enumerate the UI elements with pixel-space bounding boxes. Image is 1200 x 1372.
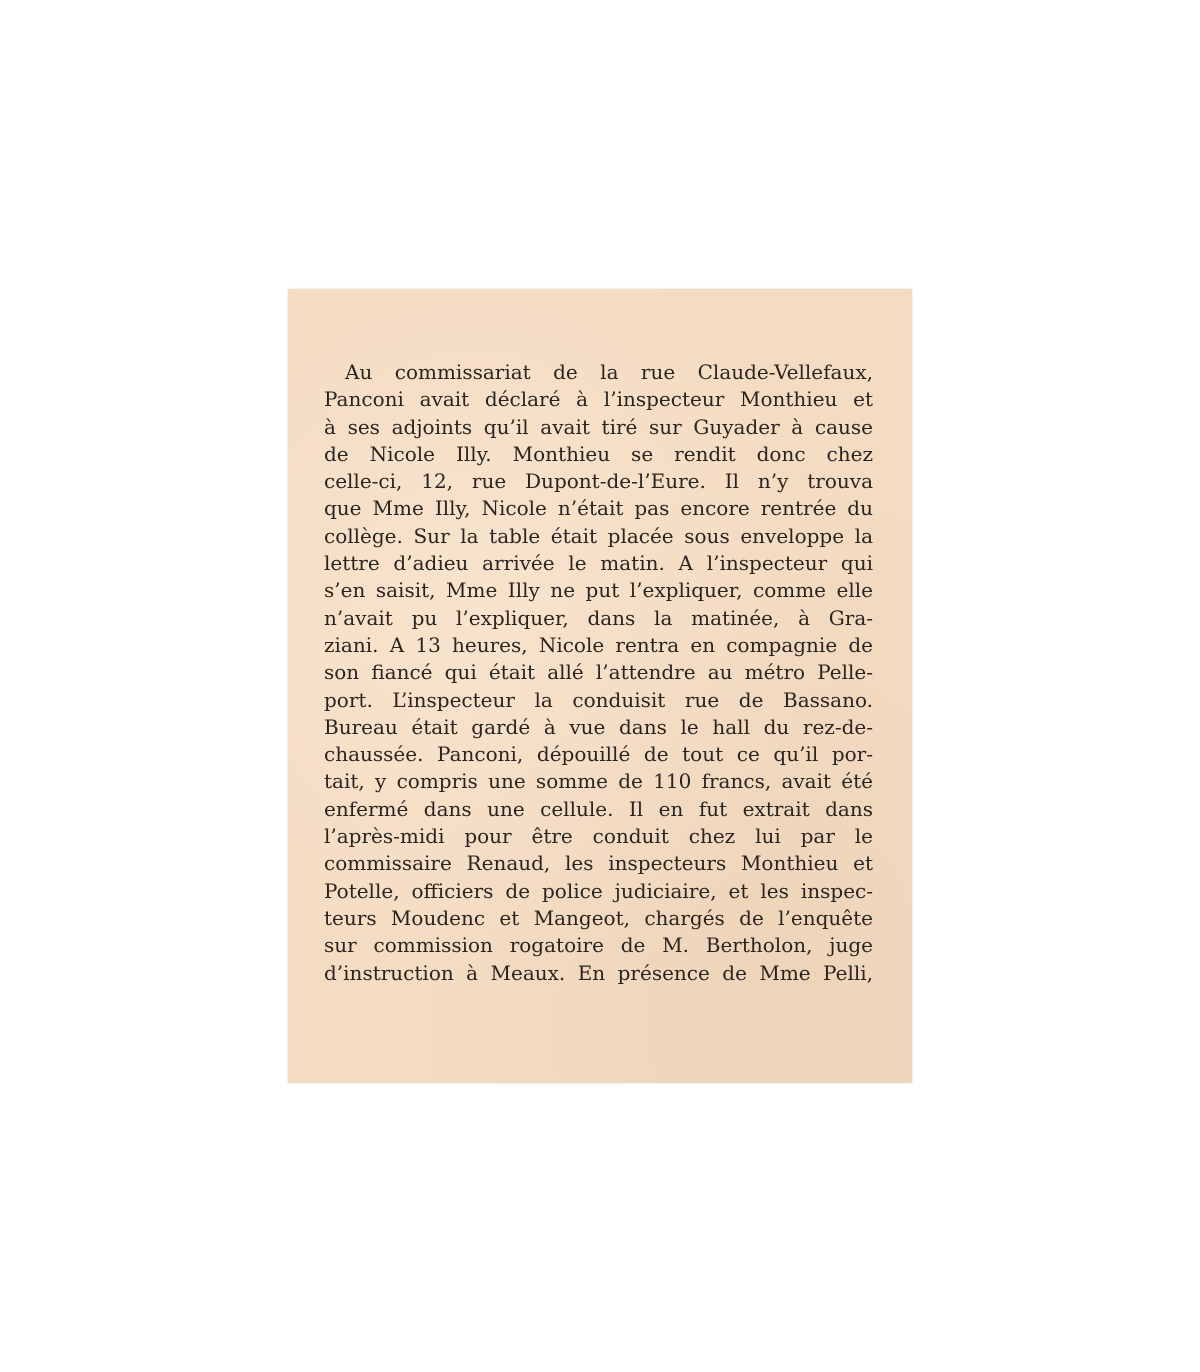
text-line: Au commissariat de la rue Claude-Vellefaux,: [345, 360, 873, 384]
text-line: son fiancé qui était allé l’attendre au métro Pelle-: [324, 660, 873, 685]
book-page: [288, 289, 912, 1083]
text-line: collège. Sur la table était placée sous enveloppe la: [324, 523, 873, 548]
text-line: tait, y compris une somme de 110 francs, avait été: [324, 769, 873, 794]
text-line: ziani. A 13 heures, Nicole rentra en compagnie de: [324, 632, 873, 657]
text-line: Potelle, officiers de police judiciaire, et les inspec-: [324, 878, 873, 903]
text-line: teurs Moudenc et Mangeot, chargés de l’enquête: [324, 905, 873, 930]
page-body-text: [324, 359, 873, 987]
text-line: s’en saisit, Mme Illy ne put l’expliquer, comme elle: [324, 578, 873, 603]
text-line: enfermé dans une cellule. Il en fut extrait dans: [324, 796, 873, 821]
text-line: chaussée. Panconi, dépouillé de tout ce qu’il por-: [324, 742, 873, 767]
text-line: Panconi avait déclaré à l’inspecteur Monthieu et: [324, 387, 873, 412]
text-line: sur commission rogatoire de M. Bertholon, juge: [324, 933, 873, 958]
text-line: d’instruction à Meaux. En présence de Mme Pelli,: [324, 960, 873, 985]
text-line: l’après-midi pour être conduit chez lui par le: [324, 824, 873, 849]
text-line: lettre d’adieu arrivée le matin. A l’inspecteur qui: [324, 551, 873, 576]
text-line: à ses adjoints qu’il avait tiré sur Guyader à cause: [324, 414, 873, 439]
text-line: port. L’inspecteur la conduisit rue de Bassano.: [324, 687, 873, 712]
text-line: celle-ci, 12, rue Dupont-de-l’Eure. Il n’y trouva: [324, 469, 873, 494]
text-line: n’avait pu l’expliquer, dans la matinée, à Gra-: [324, 605, 873, 630]
text-line: de Nicole Illy. Monthieu se rendit donc chez: [324, 441, 873, 466]
text-line: que Mme Illy, Nicole n’était pas encore rentrée du: [324, 496, 873, 521]
text-line: Bureau était gardé à vue dans le hall du rez-de-: [324, 714, 873, 739]
text-line: commissaire Renaud, les inspecteurs Monthieu et: [324, 851, 873, 876]
